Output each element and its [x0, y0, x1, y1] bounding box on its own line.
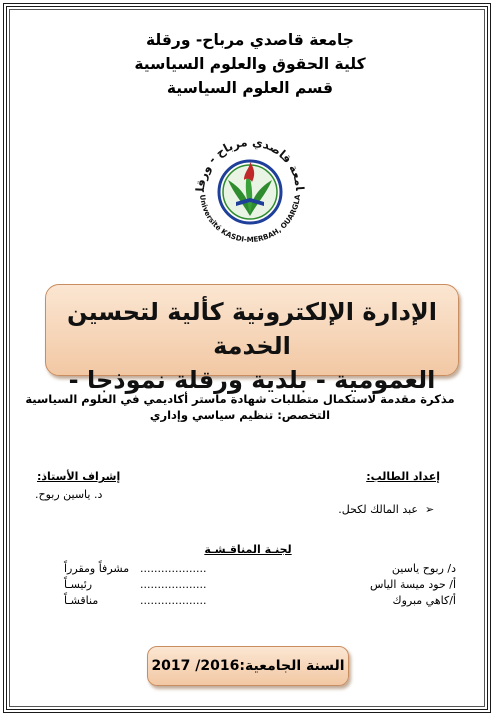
committee-member-dots: ...................	[140, 578, 207, 591]
thesis-title-line-1: الإدارة الإلكترونية كألية لتحسين الخدمة	[66, 298, 438, 360]
university-name: جامعة قاصدي مرباح- ورقلة	[146, 31, 354, 49]
committee-member-role: مشرفاً ومقرراً	[64, 562, 130, 575]
thesis-title-line-2: العمومية - بلدية ورقلة نموذجا -	[68, 366, 436, 394]
committee-member-name: أ/ حود ميسة الياس	[369, 578, 456, 591]
supervisor-label: إشراف الأستاذ:	[37, 470, 121, 483]
faculty-name: كلية الحقوق والعلوم السياسية	[134, 55, 366, 73]
seal-arabic-text: امعة قاصدي مرباح - ورقل	[192, 134, 308, 193]
academic-year-box: السنة الجامعية:2016/ 2017	[147, 646, 349, 686]
student-label: إعداد الطالب:	[366, 470, 440, 483]
committee-member-name: د/ ربوح ياسين	[391, 562, 456, 575]
university-seal-icon	[186, 128, 314, 256]
committee-member-role: مناقشـاً	[64, 594, 99, 607]
bullet-arrow-icon: ➢	[425, 503, 435, 516]
seal-latin-text: Université KASDI-MERBAH, OUARGLA	[198, 194, 302, 245]
committee-member-dots: ...................	[140, 594, 207, 607]
supervisor-name: د. ياسين ربوح.	[35, 488, 103, 501]
thesis-specialization: التخصص: تنظيم سياسي وإداري	[149, 408, 331, 422]
committee-member-role: رئيسـاً	[64, 578, 93, 591]
department-name: قسم العلوم السياسية	[166, 79, 334, 97]
committee-member-name: أ/كاهي مبروك	[392, 594, 456, 607]
committee-member-dots: ...................	[140, 562, 207, 575]
committee-title: لجنـة المناقـشـة	[204, 543, 292, 556]
student-name: عبد المالك لكحل.	[338, 503, 418, 516]
thesis-title-box	[45, 284, 459, 394]
thesis-description: مذكرة مقدمة لاستكمال متطلبات شهادة ماستر أكاديمي في العلوم السياسية	[25, 392, 455, 406]
